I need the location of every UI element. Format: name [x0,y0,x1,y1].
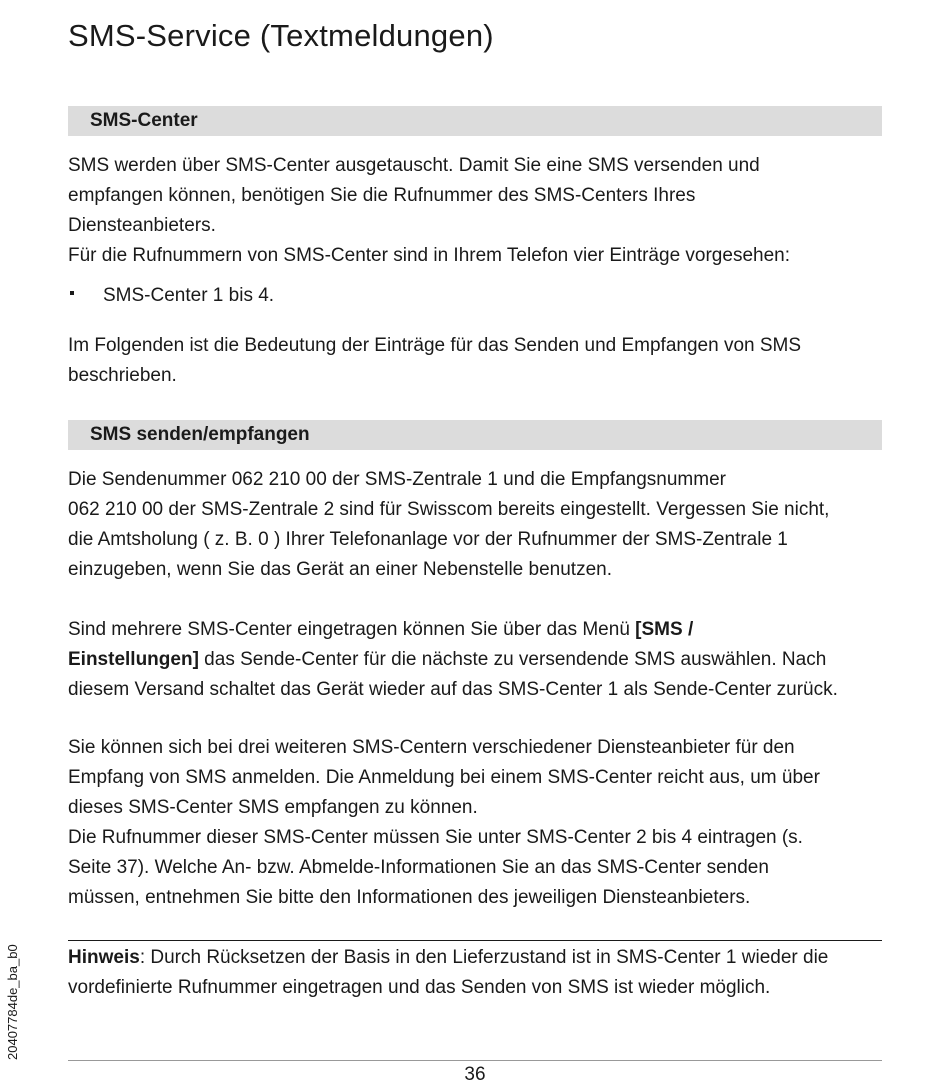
page-number: 36 [464,1064,486,1085]
text-line: empfangen können, benötigen Sie die Rufnummer des SMS-Centers Ihres [68,185,696,206]
text-line: Seite 37). Welche An- bzw. Abmelde-Informationen Sie an das SMS-Center senden [68,857,769,878]
sms-center-paragraph-2 [68,331,888,391]
text-fragment: : Durch Rücksetzen der Basis in den Lieferzustand ist in SMS-Center 1 wieder die [139,947,829,968]
sms-center-paragraph-1 [68,151,888,271]
text-line: Empfang von SMS anmelden. Die Anmeldung bei einem SMS-Center reicht aus, um über [68,767,820,788]
text-line: einzugeben, wenn Sie das Gerät an einer Nebenstelle benutzen. [68,559,612,580]
text-line: dieses SMS-Center SMS empfangen zu können. [68,797,478,818]
text-line: Diensteanbieters. [68,215,216,236]
menu-path-bold: [SMS / [635,619,694,640]
bullet-icon [70,291,74,295]
text-line [68,615,888,645]
bullet-text: SMS-Center 1 bis 4. [103,285,275,306]
text-line: 062 210 00 der SMS-Zentrale 2 sind für Swisscom bereits eingestellt. Vergessen Sie nicht, [68,499,830,520]
text-line: Die Rufnummer dieser SMS-Center müssen Sie unter SMS-Center 2 bis 4 eintragen (s. [68,827,803,848]
note-box [68,943,888,1003]
page-title: SMS-Service (Textmeldungen) [68,18,494,53]
text-line: vordefinierte Rufnummer eingetragen und das Senden von SMS ist wieder möglich. [68,977,771,998]
menu-path-bold: Einstellungen] [68,649,199,670]
text-fragment: das Sende-Center für die nächste zu versendende SMS auswählen. Nach [198,649,827,670]
text-fragment: Sind mehrere SMS-Center eingetragen können Sie über das Menü [68,619,636,640]
section-heading-sms-send-receive: SMS senden/empfangen [68,420,882,450]
text-line: diesem Versand schaltet das Gerät wieder auf das SMS-Center 1 als Sende-Center zurück. [68,679,838,700]
document-code: 20407784de_ba_b0 [5,944,20,1060]
send-receive-paragraph-2 [68,615,888,705]
text-line: Die Sendenummer 062 210 00 der SMS-Zentrale 1 und die Empfangsnummer [68,469,726,490]
text-line [68,943,888,973]
text-line: müssen, entnehmen Sie bitte den Informationen des jeweiligen Diensteanbieters. [68,887,751,908]
send-receive-paragraph-1 [68,465,888,585]
section-heading-sms-center: SMS-Center [68,106,882,136]
text-line: Sie können sich bei drei weiteren SMS-Centern verschiedener Diensteanbieter für den [68,737,795,758]
note-label: Hinweis [68,947,140,968]
text-line: die Amtsholung ( z. B. 0 ) Ihrer Telefonanlage vor der Rufnummer der SMS-Zentrale 1 [68,529,788,550]
text-line [68,645,888,675]
text-line: SMS werden über SMS-Center ausgetauscht. Damit Sie eine SMS versenden und [68,155,760,176]
send-receive-paragraph-3 [68,733,888,913]
text-line: beschrieben. [68,365,177,386]
text-line: Für die Rufnummern von SMS-Center sind in Ihrem Telefon vier Einträge vorgesehen: [68,245,790,266]
footer-divider [68,1060,882,1061]
note-divider [68,940,882,941]
text-line: Im Folgenden ist die Bedeutung der Einträge für das Senden und Empfangen von SMS [68,335,802,356]
